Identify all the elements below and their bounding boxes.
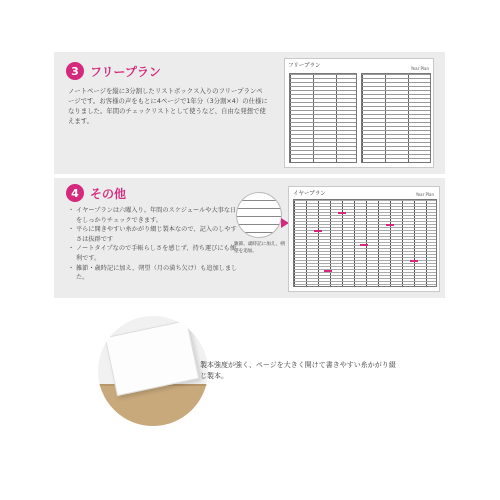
other-panel [54,178,445,298]
year-plan-sample-image [288,186,440,292]
list-item: ・ 平らに開きやすい糸かがり綴じ製本なので、記入のしやすさは抜群です [68,226,237,243]
section-number: 3 [66,62,84,80]
highlight-mark [338,212,346,214]
list-item: ・ 雑節・歳時記に加え、朔望（月の満ち欠け）も追加しました。 [68,264,238,282]
free-plan-left-page [289,73,357,163]
free-plan-right-page [361,66,431,163]
year-plan-sample-title: イヤープラン [293,191,326,197]
other-heading [66,184,126,202]
highlight-mark [314,230,322,232]
photo-caption: 製本強度が強く、ページを大きく開けて書きやすい糸かがり綴じ製本。 [200,361,396,380]
free-plan-heading [66,62,161,80]
highlight-mark [386,224,394,226]
free-plan-description: ノートページを縦に3分割したリストボックス入りのフリープランページです。お客様の声をもとに4ページで1年分（3分割×4）の仕様になりました。年間のチェックリストとして使うなど、自由な発想で使えます。 [68,87,268,125]
year-plan-corner-label: Year Plan [415,192,434,197]
section-title: その他 [90,186,127,201]
zoom-caption: 雑節、歳時記に加え、朔望を追加。 [234,242,285,254]
free-plan-sample-title: フリープラン [288,63,321,69]
binding-photo [98,316,208,426]
section-title: フリープラン [90,64,161,79]
list-item: ・ ノートタイプなので手帳らしさを感じず、持ち運びにも便利です。 [68,245,236,262]
list-item: ・ イヤープランは六曜入り。年間のスケジュールや大事な日をしっかりチェックできます。 [68,207,237,224]
free-plan-corner-label: Year Plan [410,66,429,71]
magnified-detail-circle [236,192,282,238]
free-plan-sample-image [284,58,434,168]
table-surface [98,384,208,426]
highlight-mark [360,244,368,246]
highlight-mark [410,260,418,262]
highlight-mark [324,270,332,272]
free-plan-panel [54,52,445,174]
other-bullet-list [68,206,238,283]
section-number: 4 [66,184,84,202]
